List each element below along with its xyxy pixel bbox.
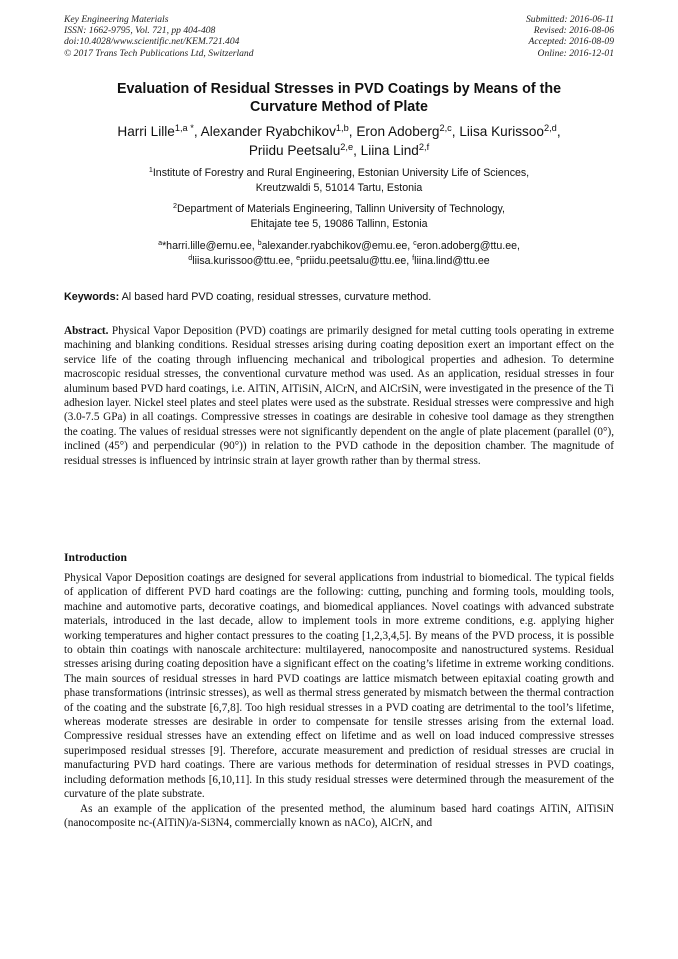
issn-line: ISSN: 1662-9795, Vol. 721, pp 404-408 (64, 25, 216, 37)
title-line: Curvature Method of Plate (250, 99, 428, 115)
affiliation-2 (70, 202, 608, 231)
email-list (70, 239, 608, 268)
author-name: Eron Adoberg (356, 124, 440, 139)
affiliation-marker: 1 (148, 165, 153, 175)
email-address: eron.adoberg@ttu.ee, (416, 240, 520, 252)
affiliation-marker: 2 (173, 201, 177, 211)
email-address: alexander.ryabchikov@emu.ee, (261, 240, 414, 252)
copyright-line: © 2017 Trans Tech Publications Ltd, Switzerland (64, 47, 254, 59)
paper-title (60, 80, 618, 116)
author-separator: , (193, 124, 201, 139)
section-heading: Introduction (64, 551, 127, 564)
author-line (60, 122, 618, 141)
keywords-label: Keywords: (64, 291, 120, 303)
affiliation-line (70, 202, 608, 217)
email-marker: b (257, 238, 262, 248)
affiliation-address: Kreutzwaldi 5, 51014 Tartu, Estonia (255, 181, 423, 194)
author-separator: , (556, 124, 561, 139)
author-name: Liisa Kurissoo (459, 124, 544, 139)
author-affil-marker: 2,c (439, 122, 452, 133)
email-marker: e (296, 252, 301, 262)
abstract-text: Physical Vapor Deposition (PVD) coatings are primarily designed for metal cutting tools operating in extreme machining and blanking conditions. Residual stresses arising during coating deposition exert an important effect on the service life of the coating through influencing mechanical and tribological properties and adhesion. To determine macroscopic residual stresses, the conventional curvature method was used. As an application, residual stresses in four aluminum based PVD hard coatings, i.e. AlTiN, AlTiSiN, AlCrN, and AlCrSiN, were investigated in the presence of the Ti adhesion layer. Nickel steel plates and steel plates were used as the substrate. Residual stresses were compressive and high (3.0-7.5 GPa) in all coatings. Compressive stresses in coatings are desirable in cohesive tool damage as they strengthen the coating. The values of residual stresses were not significantly dependent on the angle of plate placement (parallel (0°), inclined (45°) and perpendicular (90°)) in relation to the PVD cathode in the deposition chamber. The magnitude of residual stresses is influenced by intrinsic strain at layer growth rather than by thermal stress. (64, 325, 614, 467)
affiliation-address: Ehitajate tee 5, 19086 Tallinn, Estonia (250, 217, 428, 230)
publication-dates (526, 14, 614, 59)
author-name: Priidu Peetsalu (248, 143, 341, 158)
affiliation-line (70, 166, 608, 181)
affiliation-institution: Institute of Forestry and Rural Engineering, Estonian University Life of Sciences, (152, 167, 530, 179)
email-address: *harri.lille@emu.ee, (162, 240, 258, 252)
email-address: priidu.peetsalu@ttu.ee, (300, 254, 413, 267)
online-date: Online: 2016-12-01 (537, 47, 614, 59)
email-marker: a (158, 238, 163, 248)
author-list (60, 122, 618, 160)
email-marker: c (413, 238, 417, 248)
accepted-date: Accepted: 2016-08-09 (528, 36, 614, 48)
keywords (64, 290, 616, 304)
author-affil-marker: 2,e (340, 141, 354, 152)
email-address: liisa.kurissoo@ttu.ee, (192, 254, 297, 267)
email-address: liina.lind@ttu.ee (414, 254, 490, 267)
author-name: Alexander Ryabchikov (200, 124, 336, 139)
paragraph: Physical Vapor Deposition coatings are designed for several applications from industrial to biomedical. The typical fields of application of different PVD hard coatings are the following: cutting, punching and forming tools, moulding tools, machine and automotive parts, decorative coatings, and biomedical appliances. Novel coatings with advanced substrate materials, introduced in the last decade, allow to implement tools in more extreme conditions, e.g. applying higher working temperatures and higher contact pressures to the coating [1,2,3,4,5]. By means of the PVD process, it is possible to obtain thin coatings with nanoscale architecture: multilayered, nanocomposite and nanostructured systems. Residual stresses arising during coating deposition have a significant effect on the coating’s lifetime in extreme working conditions. The main sources of residual stresses in hard PVD coatings are lattice mismatch between epitaxial coating growth and phase transformations (intrinsic stresses), as well as thermal stress generated by mismatch between the thermal contraction of the coating and the substrate [6,7,8]. Too high residual stresses in a PVD coating are detrimental to the tool’s lifetime, whereas moderate stresses are desirable in order to compensate for tensile stresses arising from the external load. Compressive residual stresses have an extending effect on lifetime and as well on load induced compressive stresses superimposed residual stresses [9]. Therefore, accurate measurement and prediction of residual stresses are crucial in manufacturing PVD hard coatings. There are various methods for determination of residual stresses in PVD coatings, including deformation methods [6,10,11]. In this study residual stresses were determined through the measurement of the curvature of the plate substrate. (64, 572, 614, 801)
email-line (70, 239, 608, 254)
author-separator: , (353, 143, 361, 158)
introduction-body (64, 571, 614, 830)
doi-line: doi:10.4028/www.scientific.net/KEM.721.404 (64, 36, 240, 48)
journal-name: Key Engineering Materials (64, 14, 169, 25)
journal-info (64, 14, 254, 59)
author-separator: , (348, 124, 357, 139)
title-line: Evaluation of Residual Stresses in PVD Coatings by Means of the (116, 81, 562, 97)
email-line (70, 254, 608, 269)
author-affil-marker: 2,f (418, 141, 430, 152)
author-separator: , (451, 124, 460, 139)
author-affil-marker: 2,d (543, 122, 557, 133)
affiliation-1 (70, 166, 608, 195)
author-affil-marker: 1,a * (174, 122, 194, 133)
author-name: Harri Lille (117, 124, 175, 139)
paragraph: As an example of the application of the presented method, the aluminum based hard coatings AlTiN, AlTiSiN (nanocomposite nc-(AlTiN)/a-Si3N4, commercially known as nACo), AlCrN, and (64, 802, 614, 829)
author-line (60, 141, 618, 160)
revised-date: Revised: 2016-08-06 (533, 25, 614, 37)
keywords-text: Al based hard PVD coating, residual stresses, curvature method. (119, 291, 432, 303)
author-affil-marker: 1,b (335, 122, 349, 133)
submitted-date: Submitted: 2016-06-11 (525, 14, 614, 25)
author-name: Liina Lind (360, 143, 419, 158)
abstract (64, 324, 614, 468)
email-marker: d (188, 252, 193, 262)
email-marker: f (412, 252, 415, 262)
abstract-label: Abstract. (64, 325, 109, 337)
affiliation-institution: Department of Materials Engineering, Tallinn University of Technology, (177, 203, 505, 215)
